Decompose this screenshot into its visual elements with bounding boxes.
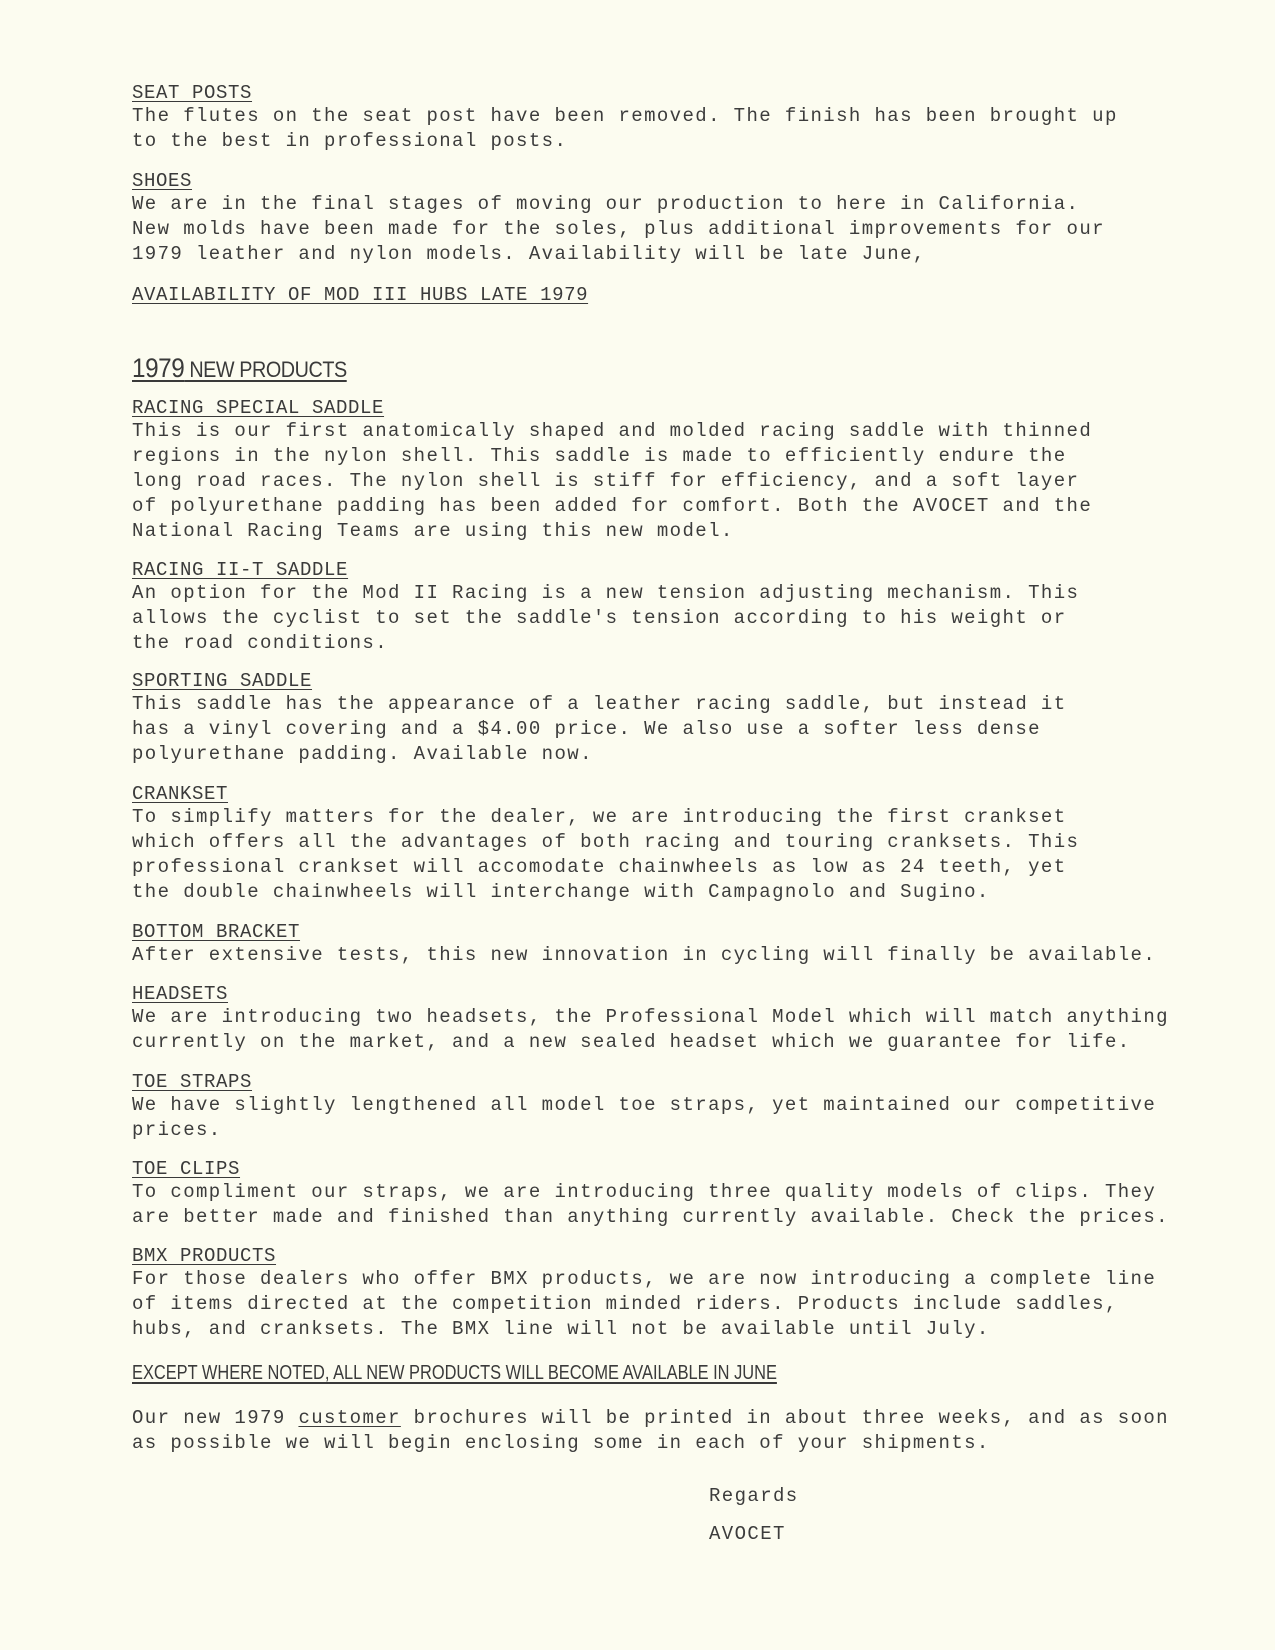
product-heading: BMX PRODUCTS [132,1245,277,1267]
closing-signature: AVOCET [709,1523,786,1545]
product-heading: RACING II-T SADDLE [132,559,349,581]
product-text: This is our first anatomically shaped and molded racing saddle with thinned regions in the nylon shell. This saddle is made to efficiently endure the long road races. The nylon shell is stiff for efficiency, and a soft layer of polyurethane padding has been added for comfort. Both the AVOCET and the National Racing Teams are using this new model. [132,420,1093,542]
product-heading: RACING SPECIAL SADDLE [132,397,385,419]
brochure-underlined-word: customer [298,1407,401,1429]
product-racing-ii-t-saddle [132,559,1172,656]
section-heading: SEAT POSTS [132,82,253,104]
product-heading: CRANKSET [132,783,229,805]
section-text: The flutes on the seat post have been removed. The finish has been brought up to the best in professional posts. [132,105,1118,152]
availability-notice-block [132,1361,1172,1385]
product-bmx-products [132,1245,1172,1342]
product-toe-clips [132,1158,1172,1230]
section-shoes [132,170,1172,267]
brochure-paragraph [132,1406,1172,1456]
brochure-text-post: brochures will be printed in about three weeks, and as soon as possible we will begin enclosing some in each of your shipments. [132,1407,1169,1454]
product-text: To compliment our straps, we are introducing three quality models of clips. They are better made and finished than anything currently available. Check the prices. [132,1181,1169,1228]
new-products-title [132,354,347,384]
product-heading: TOE CLIPS [132,1158,241,1180]
product-text: We are introducing two headsets, the Professional Model which will match anything currently on the market, and a new sealed headset which we guarantee for life. [132,1006,1169,1053]
product-heading: BOTTOM BRACKET [132,921,301,943]
product-text: After extensive tests, this new innovation in cycling will finally be available. [132,944,1157,966]
mod-hubs-notice [132,284,1172,306]
title-year: 1979 [132,353,185,383]
section-seat-posts [132,82,1172,154]
product-heading: SPORTING SADDLE [132,670,313,692]
product-sporting-saddle [132,670,1172,767]
closing-regards: Regards [709,1485,799,1507]
new-products-title-block [132,354,1172,384]
brochure-text [132,1406,1172,1456]
product-text: This saddle has the appearance of a leather racing saddle, but instead it has a vinyl covering and a $4.00 price. We also use a softer less dense polyurethane padding. Available now. [132,693,1067,765]
section-heading: SHOES [132,170,193,192]
product-text: An option for the Mod II Racing is a new tension adjusting mechanism. This allows the cyclist to set the saddle's tension according to his weight or the road conditions. [132,582,1080,654]
title-rest: NEW PRODUCTS [184,357,347,382]
product-crankset [132,783,1172,905]
product-racing-special-saddle [132,397,1172,544]
section-text: We are in the final stages of moving our production to here in California. New molds have been made for the soles, plus additional improvements for our 1979 leather and nylon models. Availability will be late June, [132,193,1105,265]
brochure-text-pre: Our new 1979 [132,1407,299,1429]
product-heading: TOE STRAPS [132,1071,253,1093]
product-toe-straps [132,1071,1172,1143]
product-headsets [132,983,1172,1055]
product-text: To simplify matters for the dealer, we are introducing the first crankset which offers all the advantages of both racing and touring cranksets. This professional crankset will accomodate chainwheels as low as 24 teeth, yet the double chainwheels will interchange with Campagnolo and Sugino. [132,806,1080,903]
product-bottom-bracket [132,921,1172,968]
product-heading: HEADSETS [132,983,229,1005]
mod-hubs-notice-text: AVAILABILITY OF MOD III HUBS LATE 1979 [132,284,589,306]
product-text: For those dealers who offer BMX products, we are now introducing a complete line of items directed at the competition minded riders. Products include saddles, hubs, and cranksets. The BMX line will not be available until July. [132,1268,1157,1340]
product-text: We have slightly lengthened all model toe straps, yet maintained our competitive prices. [132,1094,1157,1141]
availability-notice: EXCEPT WHERE NOTED, ALL NEW PRODUCTS WILL BECOME AVAILABLE IN JUNE [132,1362,777,1384]
